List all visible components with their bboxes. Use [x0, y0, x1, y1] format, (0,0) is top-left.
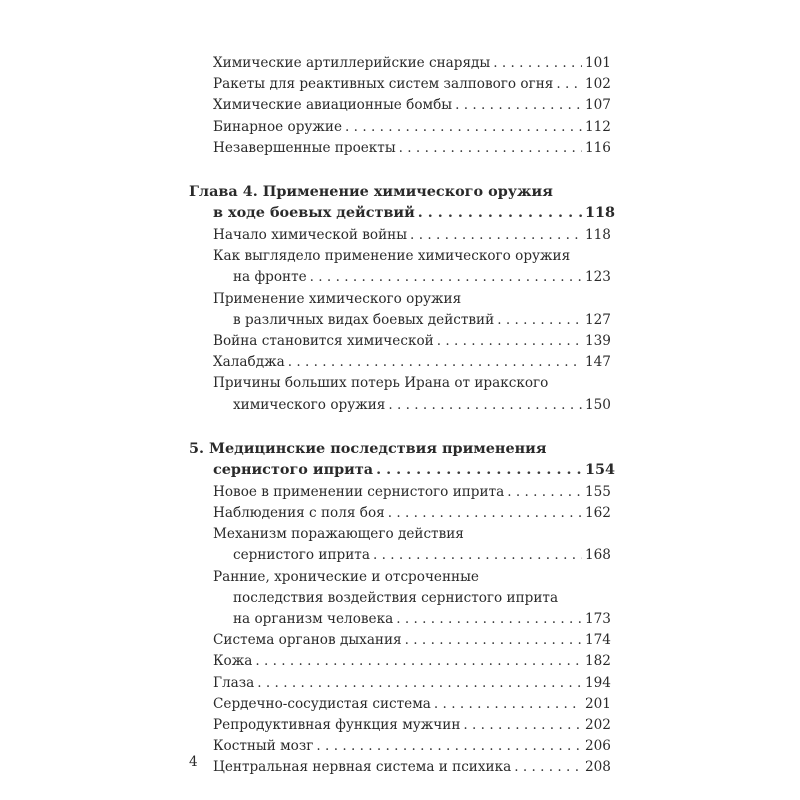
entry-title-final-line [213, 267, 611, 288]
toc-entry[interactable] [213, 694, 611, 715]
entry-title: Бинарное оружие [213, 118, 343, 135]
entry-title: Сердечно-сосудистая система [213, 695, 431, 712]
dot-leader [405, 630, 582, 651]
dot-leader [514, 757, 582, 778]
toc-entry[interactable] [213, 503, 611, 524]
chapter-4-entries [189, 225, 611, 416]
chapter-title-final-line [189, 202, 616, 223]
chapter-title-line: в ходе боевых действий [213, 204, 415, 222]
dot-leader [418, 202, 582, 223]
page-number: 139 [585, 333, 611, 350]
dot-leader [373, 545, 582, 566]
page-number: 208 [585, 759, 611, 776]
chapter-5-entries [189, 482, 611, 779]
page-number: 182 [585, 653, 611, 670]
chapter-5-heading[interactable] [189, 438, 616, 480]
dot-leader [410, 225, 582, 246]
page-number: 127 [585, 311, 611, 328]
page-number: 112 [585, 118, 611, 135]
entry-title: последствия воздействия сернистого иприта [233, 589, 559, 606]
dot-leader [257, 673, 582, 694]
entry-title: Химические авиационные бомбы [213, 97, 453, 114]
entry-title: Репродуктивная функция мужчин [213, 717, 461, 734]
section-spacer [189, 159, 607, 181]
dot-leader [437, 331, 582, 352]
entry-title: Ранние, хронические и отсроченные [213, 568, 479, 585]
entry-title: Новое в применении сернистого иприта [213, 483, 505, 500]
entry-title: Химические артиллерийские снаряды [213, 55, 491, 71]
page-number: 147 [585, 354, 611, 371]
chapter-title-line: Глава 4. Применение химического оружия [189, 183, 553, 201]
page-number: 123 [585, 269, 611, 286]
toc-entry[interactable] [213, 225, 611, 246]
entry-title: Механизм поражающего действия [213, 526, 464, 543]
page-number: 206 [585, 738, 611, 755]
entry-title: в различных видах боевых действий [233, 311, 495, 328]
toc-section-continuation [189, 53, 611, 159]
page-number: 107 [585, 97, 611, 114]
entry-title: Причины больших потерь Ирана от иракского [213, 375, 549, 392]
dot-leader [556, 74, 582, 95]
entry-title: Начало химической войны [213, 227, 408, 244]
chapter-4-heading[interactable] [189, 181, 616, 223]
entry-title: Система органов дыхания [213, 632, 402, 649]
dot-leader [316, 736, 582, 757]
entry-title-final-line [213, 609, 611, 630]
toc-entry[interactable] [213, 117, 611, 138]
toc-entry[interactable] [213, 736, 611, 757]
entry-title: на организм человека [233, 611, 394, 628]
toc-entry[interactable] [213, 138, 611, 159]
entry-title: Война становится химической [213, 333, 434, 350]
dot-leader [255, 651, 582, 672]
page-number: 154 [585, 460, 616, 478]
page-number: 173 [585, 611, 611, 628]
page-number: 162 [585, 505, 611, 522]
entry-title: сернистого иприта [233, 547, 370, 564]
toc-entry[interactable] [213, 757, 611, 778]
dot-leader [388, 503, 582, 524]
page-number: 201 [585, 695, 611, 712]
entry-title-final-line [213, 545, 611, 566]
entry-title: Глаза [213, 674, 255, 691]
entry-title-final-line [213, 395, 611, 416]
dot-leader [396, 609, 582, 630]
page-number: 150 [585, 396, 611, 413]
page-number: 118 [585, 227, 611, 244]
toc-entry[interactable] [213, 373, 611, 415]
table-of-contents [189, 53, 616, 779]
chapter-title-final-line [189, 459, 616, 480]
dot-leader [288, 352, 582, 373]
toc-entry[interactable] [213, 524, 611, 566]
toc-entry[interactable] [213, 289, 611, 331]
toc-entry[interactable] [213, 352, 611, 373]
page-number: 116 [585, 139, 611, 156]
entry-title: Халабджа [213, 354, 285, 371]
toc-entry[interactable] [213, 715, 611, 736]
dot-leader [376, 459, 582, 480]
entry-title: на фронте [233, 269, 307, 286]
entry-title: Как выглядело применение химического оружия [213, 248, 571, 265]
section-spacer [189, 416, 607, 438]
page-number: 102 [585, 76, 611, 93]
dot-leader [507, 482, 582, 503]
dot-leader [455, 95, 582, 116]
entry-title: Наблюдения с поля боя [213, 505, 385, 522]
page-number: 174 [585, 632, 611, 649]
entry-title: Костный мозг [213, 738, 314, 755]
dot-leader [493, 53, 582, 74]
page-number: 194 [585, 674, 611, 691]
entry-title: Кожа [213, 653, 253, 670]
dot-leader [310, 267, 582, 288]
toc-entry[interactable] [213, 630, 611, 651]
dot-leader [497, 310, 582, 331]
toc-entry[interactable] [213, 482, 611, 503]
chapter-title-line: сернистого иприта [213, 460, 374, 478]
toc-entry[interactable] [213, 331, 611, 352]
dot-leader [388, 395, 582, 416]
toc-entry[interactable] [213, 567, 611, 631]
dot-leader [434, 694, 582, 715]
dot-leader [399, 138, 582, 159]
toc-entry[interactable] [213, 95, 611, 116]
page-number: 101 [585, 55, 611, 71]
page-number: 155 [585, 483, 611, 500]
toc-entry[interactable] [213, 74, 611, 95]
toc-entry[interactable] [213, 246, 611, 288]
dot-leader [463, 715, 582, 736]
entry-title: химического оружия [233, 396, 386, 413]
page-number: 202 [585, 717, 611, 734]
toc-entry[interactable] [213, 651, 611, 672]
toc-entry[interactable] [213, 673, 611, 694]
entry-title: Ракеты для реактивных систем залпового огня [213, 76, 554, 93]
page-number: 168 [585, 547, 611, 564]
chapter-title-line: 5. Медицинские последствия применения [189, 439, 547, 457]
page-number: 118 [585, 204, 616, 222]
entry-title: Центральная нервная система и психика [213, 759, 512, 776]
dot-leader [345, 117, 582, 138]
entry-title-final-line [213, 310, 611, 331]
entry-title: Незавершенные проекты [213, 139, 396, 156]
toc-entry[interactable] [213, 53, 611, 74]
page-folio-number: 4 [189, 754, 198, 770]
entry-title: Применение химического оружия [213, 290, 462, 307]
